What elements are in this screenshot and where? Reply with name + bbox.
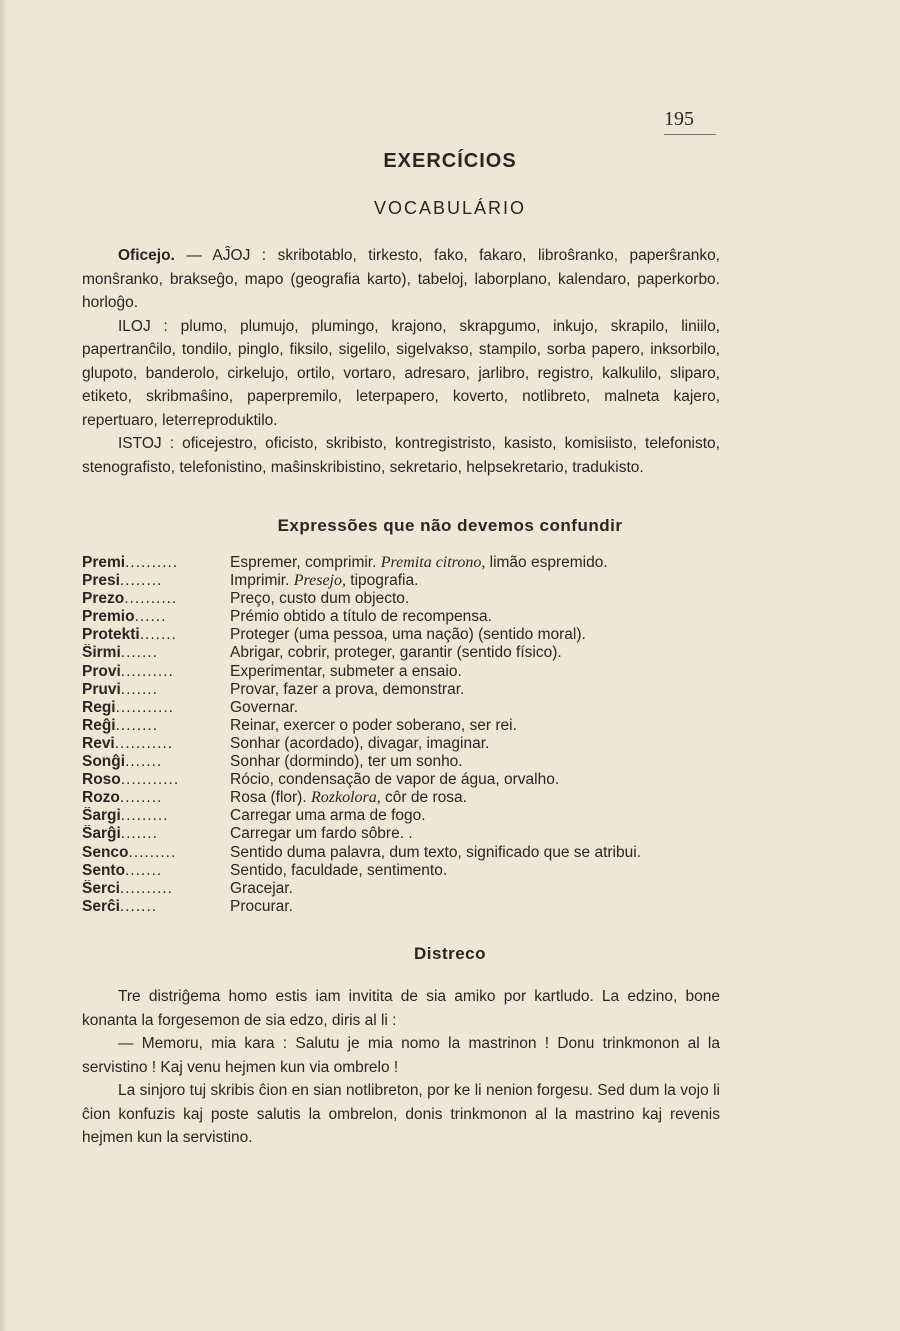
expression-row bbox=[82, 663, 732, 681]
vocabulary-section bbox=[82, 244, 720, 479]
expression-row bbox=[82, 753, 732, 771]
expression-definition: Reinar, exercer o poder soberano, ser rei. bbox=[230, 716, 517, 734]
expression-row bbox=[82, 807, 732, 825]
expression-term: Rozo........ bbox=[82, 789, 163, 807]
expression-row bbox=[82, 825, 732, 843]
expression-term: Ŝarĝi....... bbox=[82, 825, 158, 843]
story-paragraph: — Memoru, mia kara : Salutu je mia nomo la mastrinon ! Donu trinkmonon al la servistino ! Kaj venu hejmen kun via ombrelo ! bbox=[82, 1035, 720, 1076]
expression-definition: Experimentar, submeter a ensaio. bbox=[230, 662, 462, 680]
vocabulary-text: — AĴOJ : skribotablo, tirkesto, fako, fakaro, libroŝranko, paperŝranko, monŝranko, brakseĝo, mapo (geografia karto), tabeloj, laborplano, kalendaro, paperkorbo. horloĝo. bbox=[82, 247, 720, 311]
expression-definition: Carregar um fardo sôbre. . bbox=[230, 825, 413, 843]
expression-definition: Sonhar (dormindo), ter um sonho. bbox=[230, 753, 463, 771]
expression-term: Revi........... bbox=[82, 734, 174, 752]
expression-row bbox=[82, 681, 732, 699]
expression-row bbox=[82, 717, 732, 735]
page-number-rule bbox=[664, 134, 716, 135]
expression-term: Protekti....... bbox=[82, 626, 177, 644]
expression-definition: Sentido, faculdade, sentimento. bbox=[230, 861, 448, 879]
expression-term: Provi.......... bbox=[82, 662, 174, 680]
expression-definition: Governar. bbox=[230, 698, 299, 716]
expression-term: Ŝirmi....... bbox=[82, 644, 158, 662]
expression-row bbox=[82, 644, 732, 662]
expression-term: Reĝi........ bbox=[82, 716, 159, 734]
vocabulary-lead: Oficejo. bbox=[118, 247, 175, 264]
expression-term: Premio...... bbox=[82, 608, 167, 626]
expression-definition: Prémio obtido a título de recompensa. bbox=[230, 608, 492, 626]
expression-definition: Carregar uma arma de fogo. bbox=[230, 807, 426, 825]
expressions-heading: Expressões que não devemos confundir bbox=[277, 516, 623, 535]
expression-row bbox=[82, 608, 732, 626]
expression-definition: Rócio, condensação de vapor de água, orvalho. bbox=[230, 771, 560, 789]
expression-term: Sento....... bbox=[82, 861, 163, 879]
expression-definition: Imprimir. Presejo, tipografia. bbox=[230, 572, 419, 590]
story-paragraph: Tre distriĝema homo estis iam invitita de sia amiko por kartludo. La edzino, bone konanta la forgesemon de sia edzo, diris al li : bbox=[82, 988, 720, 1029]
expression-definition: Provar, fazer a prova, demonstrar. bbox=[230, 680, 465, 698]
expression-row bbox=[82, 844, 732, 862]
expression-definition: Preço, custo dum objecto. bbox=[230, 590, 410, 608]
expression-term: Roso........... bbox=[82, 771, 180, 789]
expression-term: Ŝerci.......... bbox=[82, 879, 173, 897]
expression-definition: Gracejar. bbox=[230, 879, 293, 897]
expression-term: Serĉi....... bbox=[82, 897, 158, 915]
expression-row bbox=[82, 771, 732, 789]
expression-definition: Sentido duma palavra, dum texto, significado que se atribui. bbox=[230, 843, 641, 861]
expression-definition: Abrigar, cobrir, proteger, garantir (sentido físico). bbox=[230, 644, 562, 662]
story-section bbox=[82, 985, 720, 1150]
story-paragraph: La sinjoro tuj skribis ĉion en sian notlibreton, por ke li nenion forgesu. Sed dum la vojo li ĉion konfuzis kaj poste salutis la ombrelon, donis trinkmonon al la mastrino kaj revenis hejmen kun la servistino. bbox=[82, 1082, 720, 1146]
expression-term: Premi.......... bbox=[82, 554, 179, 571]
expression-definition: Sonhar (acordado), divagar, imaginar. bbox=[230, 734, 490, 752]
expression-definition: Proteger (uma pessoa, uma nação) (sentido moral). bbox=[230, 626, 586, 644]
story-heading: Distreco bbox=[413, 944, 487, 963]
expression-term: Presi........ bbox=[82, 572, 163, 590]
expression-row bbox=[82, 789, 732, 807]
expression-term: Pruvi....... bbox=[82, 680, 158, 698]
expression-term: Senco......... bbox=[82, 843, 177, 861]
expression-row bbox=[82, 898, 732, 916]
expression-term: Prezo.......... bbox=[82, 590, 178, 608]
expression-row bbox=[82, 626, 732, 644]
expression-row bbox=[82, 880, 732, 898]
expression-row bbox=[82, 699, 732, 717]
page-subtitle: VOCABULÁRIO bbox=[373, 198, 527, 218]
expression-term: Ŝargi......... bbox=[82, 807, 169, 825]
vocabulary-paragraph: ILOJ : plumo, plumujo, plumingo, krajono, skrapgumo, inkujo, skrapilo, liniilo, papertranĉilo, tondilo, pinglo, fiksilo, sigelilo, sigelvakso, stampilo, sorba papero, inksorbilo, glupoto, banderolo, cirkelujo, ortilo, vortaro, adresaro, jarlibro, registro, kalkulilo, sliparo, etiketo, skribmaŝino, paperpremilo, leterpapero, koverto, notlibreto, malneta kajero, repertuaro, leterreproduktilo. bbox=[82, 317, 720, 429]
expression-definition: Rosa (flor). Rozkolora, côr de rosa. bbox=[230, 789, 467, 807]
expression-row bbox=[82, 735, 732, 753]
vocabulary-paragraph: ISTOJ : oficejestro, oficisto, skribisto, kontregistristo, kasisto, komisiisto, telefonisto, stenografisto, telefonistino, maŝinskribistino, sekretario, helpsekretario, tradukisto. bbox=[82, 435, 720, 476]
expression-term: Regi........... bbox=[82, 698, 174, 716]
expression-term: Sonĝi....... bbox=[82, 753, 163, 771]
page-number: 195 bbox=[664, 108, 694, 130]
expression-row bbox=[82, 554, 732, 572]
expression-definition: Procurar. bbox=[230, 897, 293, 915]
expression-row bbox=[82, 572, 732, 590]
expressions-list bbox=[82, 554, 732, 916]
expression-definition: Espremer, comprimir. Premita citrono, limão espremido. bbox=[230, 554, 608, 571]
page-title: EXERCÍCIOS bbox=[383, 150, 517, 172]
vocabulary-paragraph bbox=[82, 244, 720, 315]
expression-row bbox=[82, 862, 732, 880]
expression-row bbox=[82, 590, 732, 608]
